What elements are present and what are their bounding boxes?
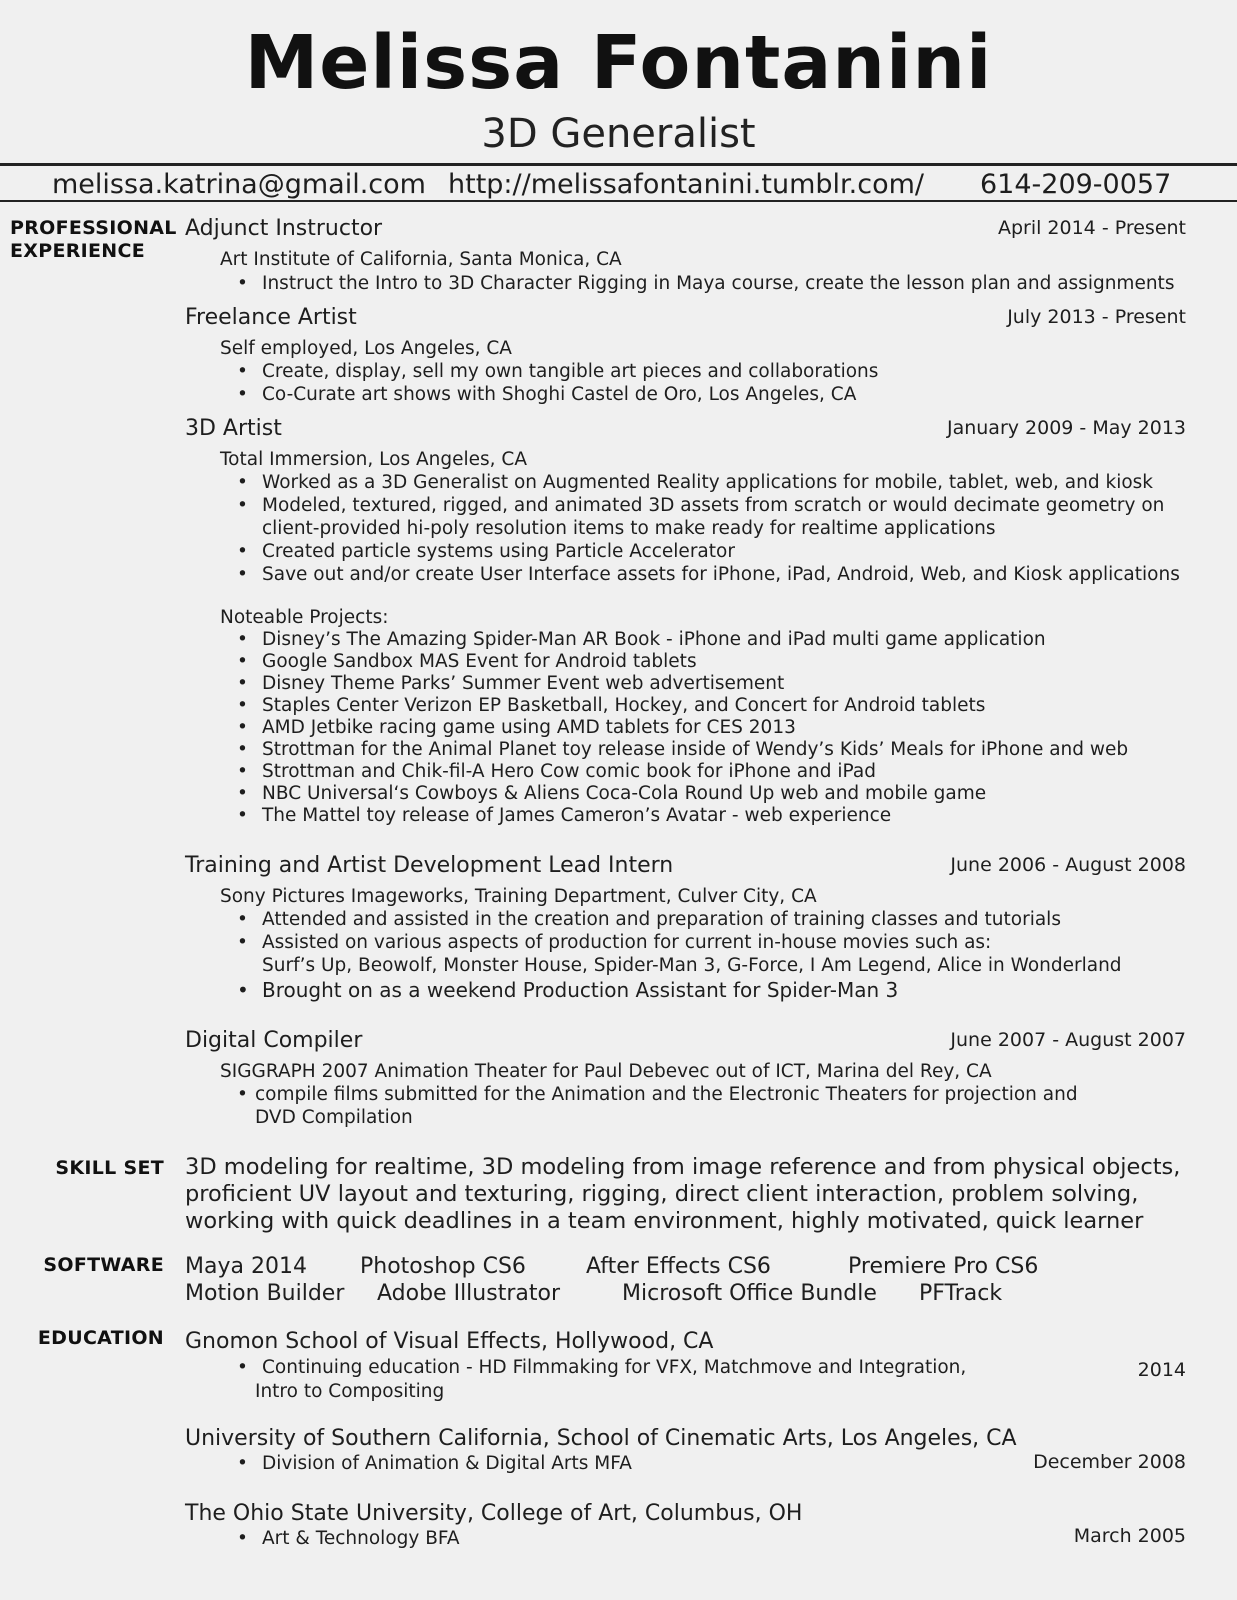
skills-line: 3D modeling for realtime, 3D modeling from image reference and from physical objects,: [185, 1154, 1181, 1180]
job-org: SIGGRAPH 2007 Animation Theater for Paul Debevec out of ICT, Marina del Rey, CA: [220, 1061, 992, 1082]
software-item: Motion Builder: [185, 1281, 345, 1306]
job-bullet: • Assisted on various aspects of production for current in-house movies such as:: [237, 931, 991, 954]
job-title: Training and Artist Development Lead Intern: [185, 853, 674, 878]
project-item: • NBC Universal‘s Cowboys & Aliens Coca-Cola Round Up web and mobile game: [237, 782, 986, 805]
project-item: • Disney’s The Amazing Spider-Man AR Book - iPhone and iPad multi game application: [237, 628, 1046, 651]
projects-label: Noteable Projects:: [220, 607, 389, 628]
job-dates: June 2007 - August 2007: [950, 1029, 1186, 1051]
skills-line: proficient UV layout and texturing, rigging, direct client interaction, problem solving,: [185, 1181, 1139, 1207]
job-bullet: • Brought on as a weekend Production Assistant for Spider-Man 3: [237, 978, 898, 1002]
job-bullet: • compile films submitted for the Animation and the Electronic Theaters for projection and: [237, 1083, 1078, 1106]
project-item: • Google Sandbox MAS Event for Android tablets: [237, 650, 697, 673]
header-divider-bottom: [0, 200, 1237, 202]
section-label-education: EDUCATION: [37, 1327, 164, 1349]
contact-email: melissa.katrina@gmail.com: [52, 169, 426, 200]
job-title: Digital Compiler: [185, 1028, 363, 1053]
software-item: Photoshop CS6: [360, 1254, 526, 1279]
contact-phone: 614-209-0057: [980, 169, 1172, 200]
education-detail: • Continuing education - HD Filmmaking for VFX, Matchmove and Integration,: [237, 1356, 966, 1379]
project-item: • Staples Center Verizon EP Basketball, Hockey, and Concert for Android tablets: [237, 694, 985, 717]
contact-website: http://melissafontanini.tumblr.com/: [448, 169, 924, 200]
education-date: 2014: [1137, 1359, 1186, 1381]
software-item: Microsoft Office Bundle: [622, 1281, 877, 1306]
education-date: March 2005: [1073, 1525, 1186, 1547]
job-title: Adjunct Instructor: [185, 216, 383, 241]
section-label-experience-2: EXPERIENCE: [10, 240, 146, 262]
job-org: Art Institute of California, Santa Monica, CA: [220, 249, 622, 270]
job-bullet: • Co-Curate art shows with Shoghi Castel de Oro, Los Angeles, CA: [237, 383, 856, 406]
project-item: • Strottman for the Animal Planet toy release inside of Wendy’s Kids’ Meals for iPhone and web: [237, 738, 1128, 761]
software-item: Premiere Pro CS6: [848, 1254, 1039, 1279]
software-item: PFTrack: [919, 1281, 1003, 1306]
job-bullet: • Instruct the Intro to 3D Character Rigging in Maya course, create the lesson plan and assignments: [237, 272, 1174, 295]
section-label-experience-1: PROFESSIONAL: [10, 217, 177, 239]
section-label-skills: SKILL SET: [55, 1157, 164, 1179]
job-bullet: • Attended and assisted in the creation and preparation of training classes and tutorials: [237, 908, 1061, 931]
education-date: December 2008: [1033, 1451, 1186, 1473]
job-bullet: • Modeled, textured, rigged, and animated 3D assets from scratch or would decimate geometry on: [237, 494, 1164, 517]
project-item: • Strottman and Chik-fil-A Hero Cow comic book for iPhone and iPad: [237, 760, 876, 783]
education-school: Gnomon School of Visual Effects, Hollywood, CA: [185, 1329, 714, 1354]
job-bullet: • Created particle systems using Particle Accelerator: [237, 540, 735, 563]
resume-name: Melissa Fontanini: [244, 20, 993, 106]
education-school: University of Southern California, School of Cinematic Arts, Los Angeles, CA: [185, 1426, 1017, 1451]
job-dates: July 2013 - Present: [1007, 306, 1186, 328]
section-label-software: SOFTWARE: [43, 1254, 164, 1276]
resume-title: 3D Generalist: [481, 111, 756, 157]
software-item: Adobe Illustrator: [377, 1281, 560, 1306]
job-dates: April 2014 - Present: [997, 217, 1186, 239]
software-item: After Effects CS6: [586, 1254, 771, 1279]
header-divider-top: [0, 163, 1237, 166]
job-dates: June 2006 - August 2008: [950, 854, 1186, 876]
software-item: Maya 2014: [185, 1254, 307, 1279]
job-bullet-continuation: DVD Compilation: [255, 1107, 413, 1128]
job-bullet-continuation: Surf’s Up, Beowolf, Monster House, Spider-Man 3, G-Force, I Am Legend, Alice in Wonderland: [262, 955, 1122, 976]
project-item: • Disney Theme Parks’ Summer Event web advertisement: [237, 672, 784, 695]
skills-line: working with quick deadlines in a team environment, highly motivated, quick learner: [185, 1208, 1144, 1234]
project-item: • The Mattel toy release of James Cameron’s Avatar - web experience: [237, 804, 891, 827]
job-title: Freelance Artist: [185, 305, 357, 330]
job-dates: January 2009 - May 2013: [946, 417, 1186, 439]
job-bullet: • Create, display, sell my own tangible art pieces and collaborations: [237, 360, 878, 383]
education-detail-continuation: Intro to Compositing: [255, 1381, 445, 1402]
education-detail: • Division of Animation & Digital Arts MFA: [237, 1452, 632, 1475]
education-school: The Ohio State University, College of Art, Columbus, OH: [185, 1501, 803, 1526]
education-detail: • Art & Technology BFA: [237, 1527, 460, 1550]
job-bullet: • Save out and/or create User Interface assets for iPhone, iPad, Android, Web, and Kiosk applications: [237, 563, 1180, 586]
project-item: • AMD Jetbike racing game using AMD tablets for CES 2013: [237, 716, 796, 739]
job-title: 3D Artist: [185, 416, 282, 441]
job-bullet: • Worked as a 3D Generalist on Augmented Reality applications for mobile, tablet, web, and kiosk: [237, 471, 1153, 494]
job-org: Sony Pictures Imageworks, Training Department, Culver City, CA: [220, 886, 817, 907]
job-org: Total Immersion, Los Angeles, CA: [220, 449, 527, 470]
job-bullet-continuation: client-provided hi-poly resolution items to make ready for realtime applications: [262, 518, 996, 539]
job-org: Self employed, Los Angeles, CA: [220, 338, 512, 359]
